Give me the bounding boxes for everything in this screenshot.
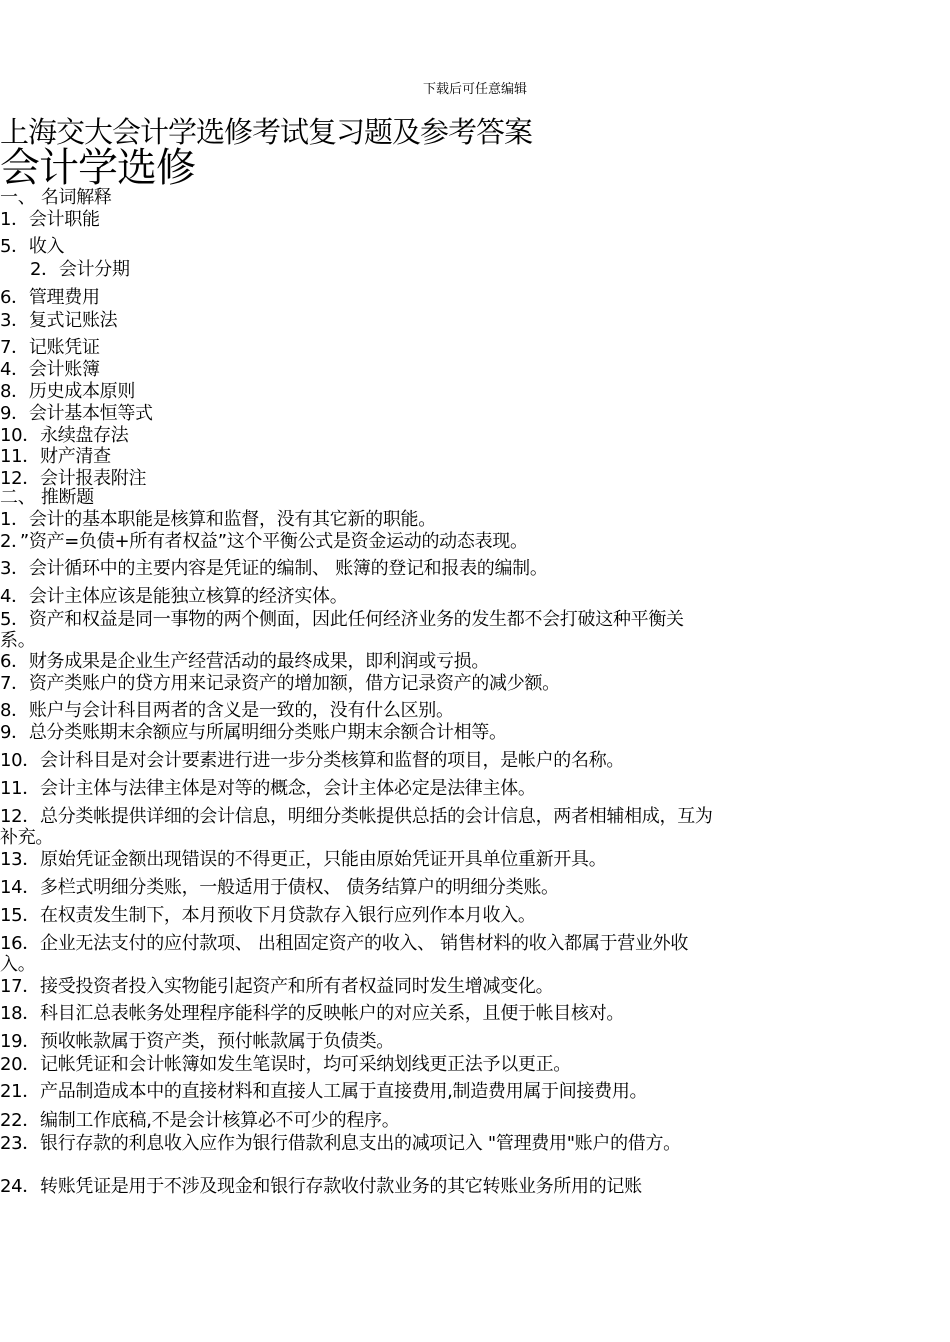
judgement-item: 19．预收帐款属于资产类，预付帐款属于负债类。 [0,1031,395,1052]
header-note: 下载后可任意编辑 [422,82,527,97]
judgement-item: 17．接受投资者投入实物能引起资产和所有者权益同时发生增减变化。 [0,976,554,997]
judgement-item: 22．编制工作底稿,不是会计核算必不可少的程序。 [0,1110,400,1131]
judgement-item: 21．产品制造成本中的直接材料和直接人工属于直接费用,制造费用属于间接费用。 [0,1081,648,1102]
judgement-item: 20．记帐凭证和会计帐簿如发生笔误时，均可采纳划线更正法予以更正。 [0,1054,572,1075]
definition-item: 11．财产清查 [0,446,111,467]
definition-item: 3．复式记账法 [0,310,118,331]
definition-item: 2．会计分期 [30,259,130,280]
judgement-item: 12．总分类帐提供详细的会计信息，明细分类帐提供总括的会计信息，两者相辅相成，互为补充。 [0,806,713,848]
definition-item: 7．记账凭证 [0,337,100,358]
definition-item: 12．会计报表附注 [0,468,147,489]
document-title: 上海交大会计学选修考试复习题及参考答案 [0,115,533,149]
judgement-item: 5．资产和权益是同一事物的两个侧面，因此任何经济业务的发生都不会打破这种平衡关系。 [0,609,684,651]
section-heading-definitions: 一、 名词解释 [0,187,112,208]
judgement-item: 1．会计的基本职能是核算和监督，没有其它新的职能。 [0,509,436,530]
judgement-item: 9．总分类账期末余额应与所属明细分类账户期末余额合计相等。 [0,722,507,743]
judgement-item: 11．会计主体与法律主体是对等的概念，会计主体必定是法律主体。 [0,778,536,799]
definition-item: 8．历史成本原则 [0,381,136,402]
definition-item: 9．会计基本恒等式 [0,403,153,424]
definition-item: 5．收入 [0,236,65,257]
document-subtitle: 会计学选修 [0,145,195,191]
judgement-item: 10．会计科目是对会计要素进行进一步分类核算和监督的项目，是帐户的名称。 [0,750,625,771]
definition-item: 6．管理费用 [0,287,100,308]
definition-item: 4．会计账簿 [0,359,100,380]
judgement-item: 24．转账凭证是用于不涉及现金和银行存款收付款业务的其它转账业务所用的记账 [0,1176,642,1197]
judgement-item: 3．会计循环中的主要内容是凭证的编制、 账簿的登记和报表的编制。 [0,558,548,579]
judgement-item: 13．原始凭证金额出现错误的不得更正，只能由原始凭证开具单位重新开具。 [0,849,607,870]
judgement-item: 16．企业无法支付的应付款项、 出租固定资产的收入、 销售材料的收入都属于营业外收入。 [0,933,689,975]
judgement-item: 15．在权责发生制下，本月预收下月贷款存入银行应列作本月收入。 [0,905,536,926]
judgement-item: 6．财务成果是企业生产经营活动的最终成果，即利润或亏损。 [0,651,490,672]
judgement-item: 23．银行存款的利息收入应作为银行借款利息支出的减项记入 "管理费用"账户的借方。 [0,1133,681,1154]
judgement-item: 7．资产类账户的贷方用来记录资产的增加额，借方记录资产的减少额。 [0,673,560,694]
judgement-item: 4．会计主体应该是能独立核算的经济实体。 [0,586,348,607]
section-heading-judgement: 二、 推断题 [0,487,94,508]
judgement-item: 8．账户与会计科目两者的含义是一致的，没有什么区别。 [0,700,454,721]
judgement-item: 14．多栏式明细分类账，一般适用于债权、 债务结算户的明细分类账。 [0,877,559,898]
judgement-item: 2．”资产=负债+所有者权益”这个平衡公式是资金运动的动态表现。 [0,531,528,552]
definition-item: 1．会计职能 [0,209,100,230]
judgement-item: 18．科目汇总表帐务处理程序能科学的反映帐户的对应关系，且便于帐目核对。 [0,1003,625,1024]
definition-item: 10．永续盘存法 [0,425,129,446]
